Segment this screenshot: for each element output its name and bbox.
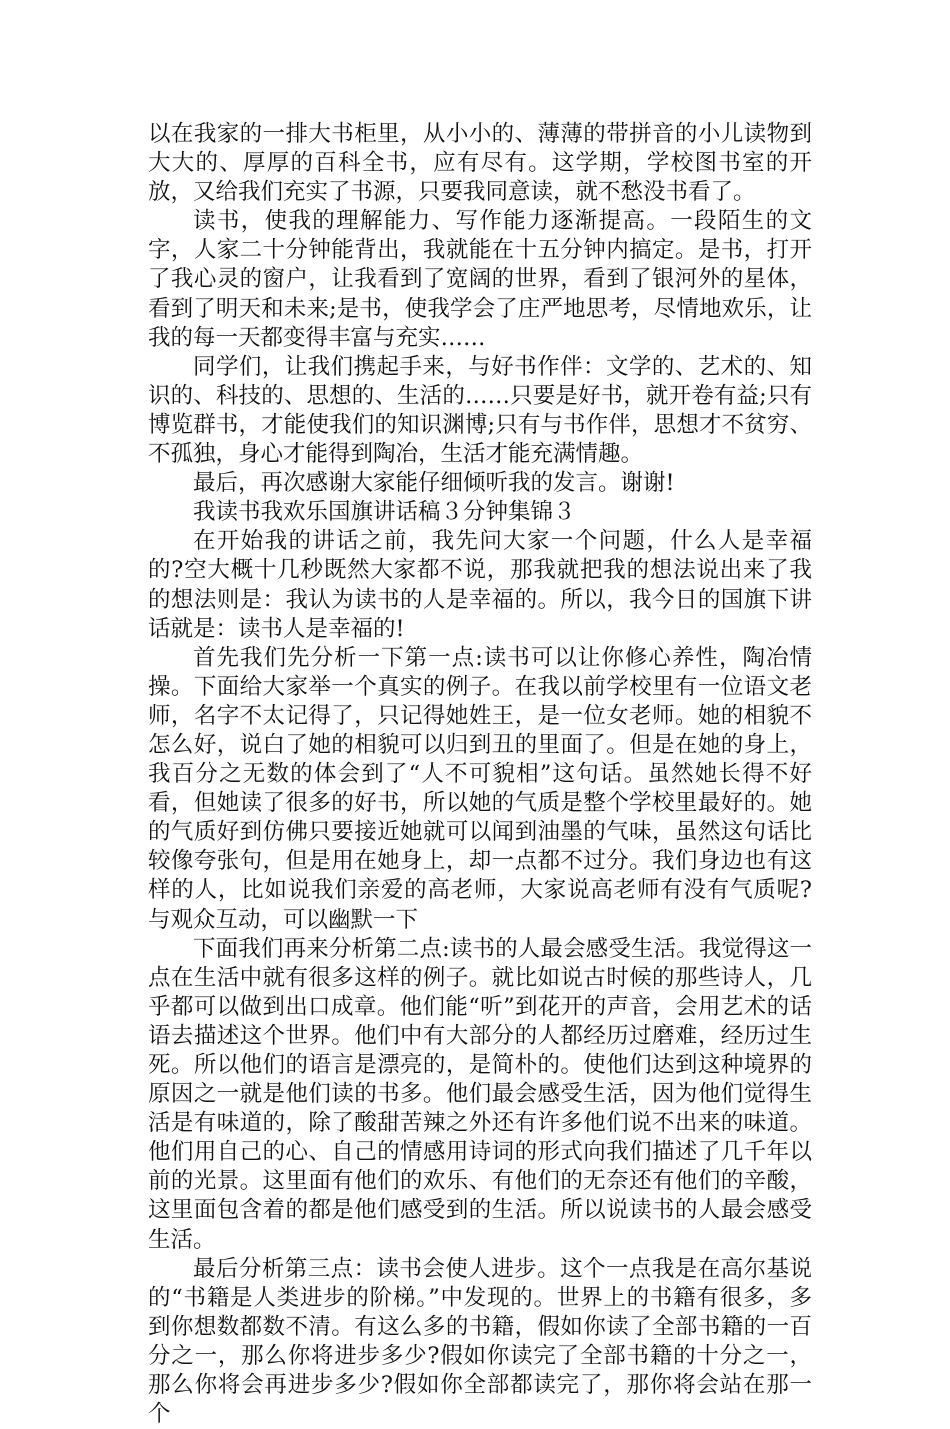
paragraph-4: 最后，再次感谢大家能仔细倾听我的发言。谢谢! bbox=[193, 470, 675, 497]
paragraph-6: 在开始我的讲话之前，我先问大家一个问题，什么人是幸福的?空大概十几秒既然大家都不说，那我就把我的想法说出来了我的想法则是：我认为读书的人是幸福的。所以，我今日的国旗下讲话就是：读书人是幸福的! bbox=[148, 528, 812, 642]
paragraph-9: 最后分析第三点：读书会使人进步。这个一点我是在高尔基说的“书籍是人类进步的阶梯。”中发现的。世界上的书籍有很多，多到你想数都数不清。有这么多的书籍，假如你读了全部书籍的一百分之一，那么你将进步多少?假如你读完了全部书籍的十分之一，那么你将会再进步多少?假如你全部都读完了，那你将会站在那一个 bbox=[148, 1255, 812, 1428]
section-heading: 我读书我欢乐国旗讲话稿３分钟集锦３ bbox=[193, 499, 576, 526]
document-page bbox=[148, 120, 812, 1429]
paragraph-3: 同学们，让我们携起手来，与好书作伴：文学的、艺术的、知识的、科技的、思想的、生活的……只要是好书，就开卷有益;只有博览群书，才能使我们的知识渊博;只有与书作伴，思想才不贫穷、不孤独，身心才能得到陶冶，生活才能充满情趣。 bbox=[148, 353, 812, 468]
paragraph-1: 以在我家的一排大书柜里，从小小的、薄薄的带拼音的小儿读物到大大的、厚厚的百科全书，应有尽有。这学期，学校图书室的开放，又给我们充实了书源，只要我同意读，就不愁没书看了。 bbox=[148, 121, 812, 206]
paragraph-2: 读书，使我的理解能力、写作能力逐渐提高。一段陌生的文字，人家二十分钟能背出，我就能在十五分钟内搞定。是书，打开了我心灵的窗户，让我看到了宽阔的世界，看到了银河外的星体，看到了明天和未来;是书，使我学会了庄严地思考，尽情地欢乐，让我的每一天都变得丰富与充实…… bbox=[148, 208, 812, 351]
paragraph-7: 首先我们先分析一下第一点:读书可以让你修心养性，陶冶情操。下面给大家举一个真实的例子。在我以前学校里有一位语文老师，名字不太记得了，只记得她姓王，是一位女老师。她的相貌不怎么好，说白了她的相貌可以归到丑的里面了。但是在她的身上，我百分之无数的体会到了“人不可貌相”这句话。虽然她长得不好看，但她读了很多的好书，所以她的气质是整个学校里最好的。她的气质好到仿佛只要接近她就可以闻到油墨的气味，虽然这句话比较像夸张句，但是用在她身上，却一点都不过分。我们身边也有这样的人，比如说我们亲爱的高老师，大家说高老师有没有气质呢?与观众互动，可以幽默一下 bbox=[148, 644, 812, 933]
paragraph-8: 下面我们再来分析第二点:读书的人最会感受生活。我觉得这一点在生活中就有很多这样的例子。就比如说古时候的那些诗人，几乎都可以做到出口成章。他们能“听”到花开的声音，会用艺术的话语去描述这个世界。他们中有大部分的人都经历过磨难，经历过生死。所以他们的语言是漂亮的，是简朴的。使他们达到这种境界的原因之一就是他们读的书多。他们最会感受生活，因为他们觉得生活是有味道的，除了酸甜苦辣之外还有许多他们说不出来的味道。他们用自己的心、自己的情感用诗词的形式向我们描述了几千年以前的光景。这里面有他们的欢乐、有他们的无奈还有他们的辛酸，这里面包含着的都是他们感受到的生活。所以说读书的人最会感受生活。 bbox=[148, 935, 812, 1253]
